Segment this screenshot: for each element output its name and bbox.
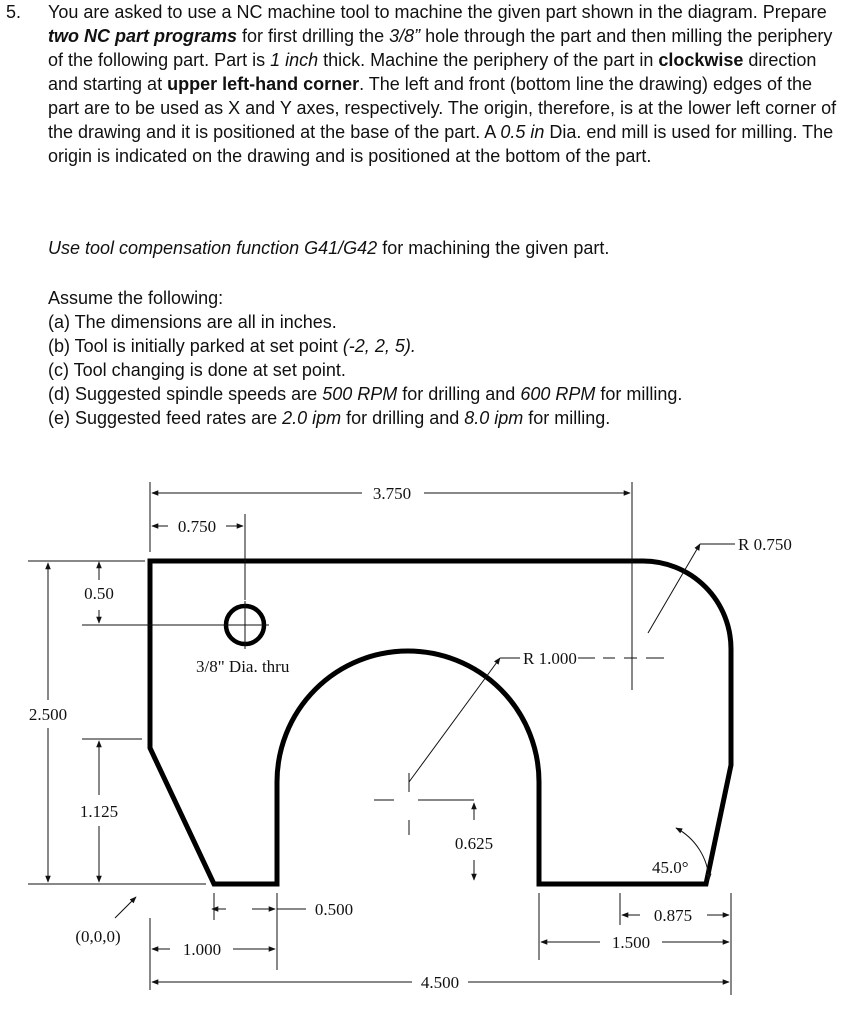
text-run: . The left and front (bottom line the drawing) edges of the part are to be used as X and Y axes, respectively. The origin, therefore, is at the lower left corner of the drawing and it is positioned at the base of the part. A	[48, 74, 837, 142]
dim-left-height: 1.125	[79, 802, 119, 821]
text-run: for first drilling the	[237, 26, 390, 46]
question-number: 5.	[6, 2, 22, 22]
text-run-italic: 8.0 ipm	[464, 408, 524, 428]
text-run-bold: clockwise	[658, 50, 744, 70]
text-run: (d) Suggested spindle speeds are	[48, 384, 323, 404]
assumptions-title: Assume the following:	[48, 288, 224, 308]
dim-right-x: 1.500	[611, 933, 651, 952]
dim-corner-radius: R 0.750	[738, 535, 792, 554]
text-run-italic: 3/8”	[389, 26, 421, 46]
text-run: thick. Machine the periphery of the part in	[318, 50, 659, 70]
dim-bottom-left: 1.000	[182, 940, 222, 959]
dim-arc-radius: R 1.000	[523, 649, 577, 668]
dim-hole-y: 0.50	[84, 584, 114, 603]
text-run: (e) Suggested feed rates are	[48, 408, 283, 428]
text-run: You are asked to use a NC machine tool to machine the given part shown in the diagram. Prepare	[48, 2, 827, 22]
text-run-bold: upper left-hand corner	[167, 74, 360, 94]
text-run: for milling.	[523, 408, 611, 428]
text-run: Dia. end mill is used for milling. The origin is indicated on the drawing and is positioned at the bottom of the part.	[48, 122, 834, 166]
assumption-a: (a) The dimensions are all in inches.	[48, 312, 337, 332]
dim-arc-depth: 0.625	[454, 834, 494, 853]
text-run: for drilling and	[341, 408, 465, 428]
text-run: for machining the given part.	[377, 238, 610, 258]
dim-bottom-right: 0.875	[653, 906, 693, 925]
text-run: hole through the part and then milling the periphery of the following part. Part is	[48, 26, 833, 70]
dim-top-width: 3.750	[372, 484, 412, 503]
text-run-italic: 1 inch	[270, 50, 319, 70]
text-run-italic: 0.5 in	[500, 122, 545, 142]
dim-slot-left: 0.500	[314, 900, 354, 919]
text-run-italic: (-2, 2, 5).	[342, 336, 416, 356]
text-run: direction and starting at	[48, 50, 817, 94]
dim-height: 2.500	[28, 705, 68, 724]
dim-total-width: 4.500	[420, 973, 460, 992]
text-run-italic: Use tool compensation function G41/G42	[48, 238, 378, 258]
origin-label: (0,0,0)	[75, 927, 121, 946]
drill-hole	[221, 601, 269, 649]
text-run: for milling.	[595, 384, 683, 404]
text-run: for drilling and	[397, 384, 521, 404]
text-run-italic: 600 RPM	[520, 384, 596, 404]
dim-hole-x: 0.750	[177, 517, 217, 536]
text-run: (b) Tool is initially parked at set point	[48, 336, 343, 356]
hole-label: 3/8" Dia. thru	[196, 657, 290, 676]
text-run-italic: 500 RPM	[322, 384, 398, 404]
text-run-italic: 2.0 ipm	[282, 408, 342, 428]
assumption-c: (c) Tool changing is done at set point.	[48, 360, 346, 380]
text-run-bold-italic: two NC part programs	[48, 26, 238, 46]
dim-angle: 45.0°	[652, 858, 689, 877]
